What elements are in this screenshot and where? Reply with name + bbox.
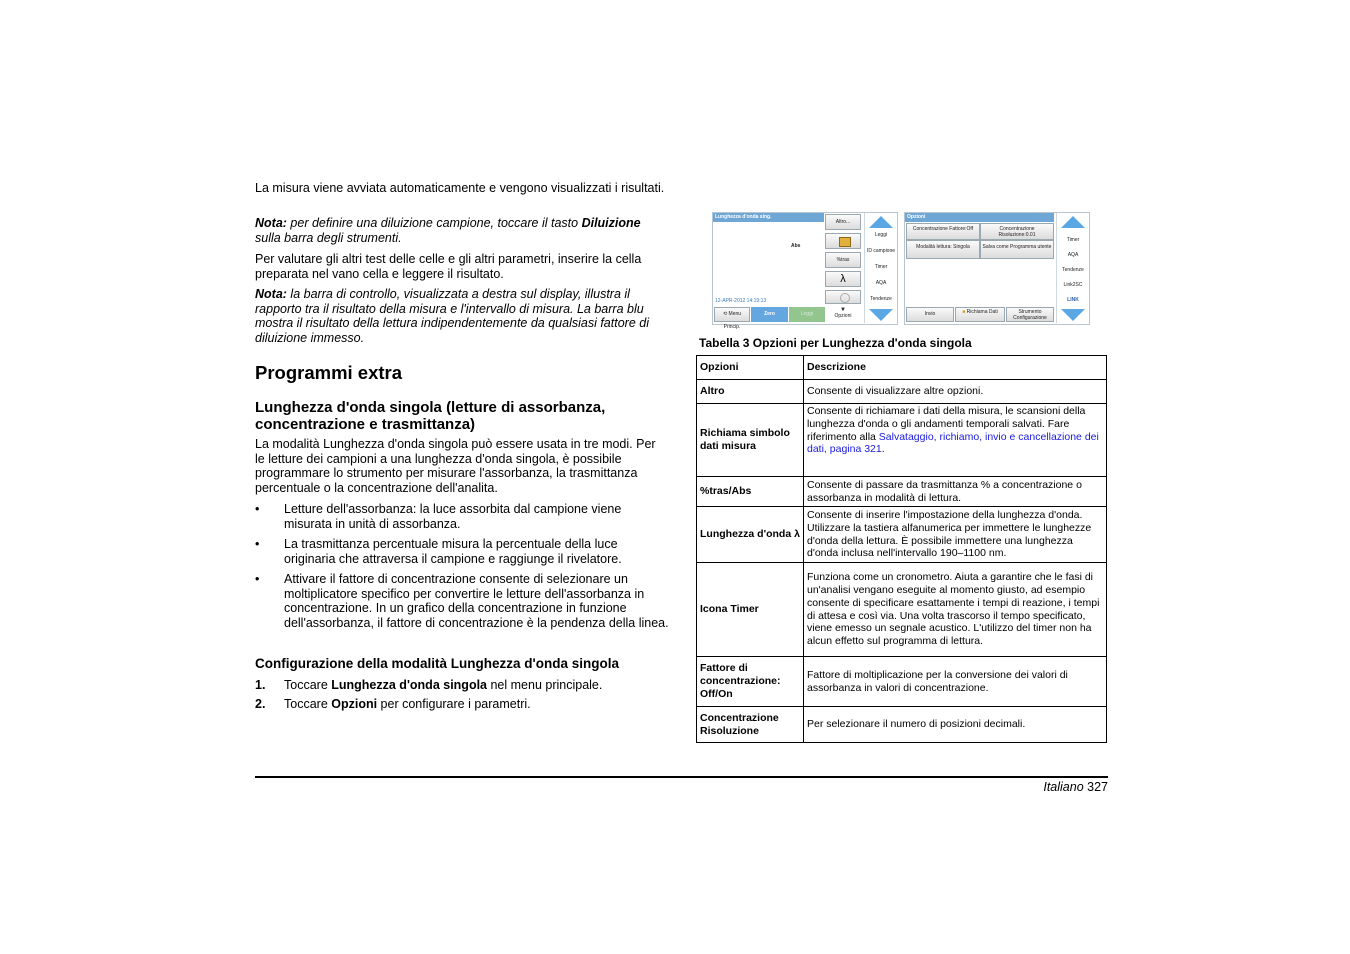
timer-icon bbox=[840, 293, 850, 303]
description-text: . bbox=[881, 443, 885, 456]
step-bold: Lunghezza d'onda singola bbox=[331, 678, 487, 692]
option-cell: Richiama simbolo dati misura bbox=[697, 404, 804, 477]
bullet-text: Letture dell'assorbanza: la luce assorbita dal campione viene misurata in unità di assorbanza. bbox=[284, 502, 622, 531]
note-label: Nota: bbox=[255, 216, 287, 230]
option-cell: Lunghezza d'onda λ bbox=[697, 507, 804, 563]
description-cell: Consente di passare da trasmittanza % a concentrazione o assorbanza in modalità di lettura. bbox=[804, 477, 1107, 507]
description-cell: Consente di inserire l'impostazione della lunghezza d'onda. Utilizzare la tastiera alfanumerica per immettere le lunghezze d'onda della lettura. È possibile immettere una lunghezza d'onda inclusa nell'intervallo 190–1100 nm. bbox=[804, 507, 1107, 563]
note-text: per definire una diluizione campione, toccare il tasto bbox=[286, 216, 582, 230]
scroll-down-icon[interactable] bbox=[869, 309, 893, 321]
recall-data-button[interactable] bbox=[825, 233, 861, 249]
toolbar-read[interactable]: Leggi bbox=[874, 232, 888, 238]
send-button[interactable]: Invio bbox=[906, 307, 954, 322]
timestamp: 12-APR-2012 14:19:13 bbox=[715, 298, 767, 304]
screen-title: Lunghezza d'onda sing. bbox=[713, 213, 824, 222]
main-menu-button[interactable] bbox=[714, 307, 750, 330]
description-text: Consente di richiamare i dati della misura, le scansioni della lunghezza d'onda o gli andamenti temporali salvati. Fare riferimento alla bbox=[807, 405, 1086, 443]
lambda-button[interactable]: λ bbox=[825, 271, 861, 287]
step-text: Toccare bbox=[284, 678, 332, 692]
step-text: Toccare bbox=[284, 697, 332, 711]
description-cell: Consente di visualizzare altre opzioni. bbox=[804, 380, 1107, 404]
step-item bbox=[255, 678, 667, 693]
toolbar-trends[interactable]: Tendenze bbox=[870, 296, 892, 302]
intro-paragraph: La misura viene avviata automaticamente e vengono visualizzati i risultati. bbox=[255, 181, 665, 195]
toolbar-trends[interactable]: Tendenze bbox=[1062, 267, 1084, 273]
table-row bbox=[697, 707, 1107, 743]
screen-options bbox=[904, 212, 1090, 325]
toolbar-aqa[interactable]: AQA bbox=[875, 280, 887, 286]
screen-title: Opzioni bbox=[905, 213, 1054, 222]
footer-rule bbox=[255, 776, 1108, 778]
cross-reference-link[interactable]: Salvataggio, richiamo, invio e cancellazione dei dati, pagina 321 bbox=[807, 430, 1099, 456]
options-table bbox=[696, 355, 1107, 743]
toolbar-timer[interactable]: Timer bbox=[1066, 237, 1080, 243]
table-row bbox=[697, 404, 1107, 477]
option-cell: Concentrazione Risoluzione bbox=[697, 707, 804, 743]
step-bold: Opzioni bbox=[331, 697, 378, 711]
description-cell: Fattore di moltiplicazione per la conversione dei valori di assorbanza in valori di concentrazione. bbox=[804, 657, 1107, 707]
table-header-row bbox=[697, 356, 1107, 380]
read-button[interactable]: Leggi bbox=[789, 307, 825, 322]
recall-data-button[interactable] bbox=[955, 307, 1005, 322]
instrument-setup-button[interactable]: Strumento Configurazione bbox=[1006, 307, 1054, 322]
table-row bbox=[697, 380, 1107, 404]
note-text: sulla barra degli strumenti. bbox=[255, 230, 402, 245]
bullet-icon: • bbox=[255, 502, 260, 516]
note-text: la barra di controllo, visualizzata a destra sul display, illustra il rapporto tra il risultato della misura e l'intervallo di misura. La barra blu mostra il risultato della lettura indipendentemente da qualsiasi fattore di diluizione immesso. bbox=[255, 287, 649, 345]
folder-icon: ■ bbox=[962, 309, 966, 315]
toolbar-link[interactable]: LINK bbox=[1067, 297, 1079, 303]
option-cell: Icona Timer bbox=[697, 563, 804, 657]
conc-factor-button[interactable]: Concentrazione Fattore:Off bbox=[906, 223, 980, 240]
right-toolbar bbox=[1056, 213, 1089, 323]
header-cell: Descrizione bbox=[804, 356, 1107, 380]
options-button[interactable] bbox=[825, 307, 861, 319]
abs-label: Abs bbox=[791, 243, 801, 249]
table-row bbox=[697, 477, 1107, 507]
section-body: La modalità Lunghezza d'onda singola può essere usata in tre modi. Per le letture dei campioni a una lunghezza d'onda singola, è possibile programmare lo strumento per misurare l'assorbanza, la trasmittanza percentuale o la concentrazione dell'analita. bbox=[255, 437, 656, 495]
config-title: Configurazione della modalità Lunghezza d'onda singola bbox=[255, 656, 619, 671]
bullet-item bbox=[255, 502, 667, 532]
note-control-bar bbox=[255, 287, 667, 345]
toolbar-aqa[interactable]: AQA bbox=[1067, 252, 1079, 258]
section-title: Programmi extra bbox=[255, 362, 403, 383]
toolbar-timer[interactable]: Timer bbox=[874, 264, 888, 270]
right-toolbar bbox=[864, 213, 897, 323]
step-item bbox=[255, 697, 667, 712]
scroll-up-icon[interactable] bbox=[1061, 216, 1085, 228]
note-dilution bbox=[255, 216, 667, 245]
subsection-title: Lunghezza d'onda singola (letture di assorbanza, concentrazione e trasmittanza) bbox=[255, 399, 606, 433]
step-text: per configurare i parametri. bbox=[377, 697, 531, 711]
screen-single-wavelength bbox=[712, 212, 898, 330]
bullet-item bbox=[255, 537, 667, 567]
bullet-text: La trasmittanza percentuale misura la percentuale della luce originaria che attraversa il campione e raggiunge il rivelatore. bbox=[284, 537, 622, 566]
note-label: Nota: bbox=[255, 287, 287, 301]
back-icon: ⟲ bbox=[722, 311, 728, 317]
scroll-down-icon[interactable] bbox=[1061, 309, 1085, 321]
table-caption: Tabella 3 Opzioni per Lunghezza d'onda singola bbox=[699, 336, 972, 350]
table-row bbox=[697, 563, 1107, 657]
trans-button[interactable]: %tras bbox=[825, 252, 861, 268]
description-cell: Per selezionare il numero di posizioni decimali. bbox=[804, 707, 1107, 743]
footer-language: Italiano bbox=[1043, 780, 1084, 794]
zero-button[interactable]: Zero bbox=[751, 307, 788, 322]
folder-icon bbox=[839, 237, 851, 247]
step-number: 1. bbox=[255, 678, 266, 692]
description-cell bbox=[804, 404, 1107, 477]
bullet-icon: • bbox=[255, 572, 260, 586]
header-cell: Opzioni bbox=[697, 356, 804, 380]
other-tests-paragraph: Per valutare gli altri test delle celle e gli altri parametri, inserire la cella preparata nel vano cella e leggere il risultato. bbox=[255, 252, 642, 281]
option-cell: Fattore di concentrazione: Off/On bbox=[697, 657, 804, 707]
toolbar-sample-id[interactable]: ID campione bbox=[866, 248, 896, 254]
menu-label: Menu Princip. bbox=[723, 311, 742, 330]
bullet-item bbox=[255, 572, 667, 646]
bullet-text: Attivare il fattore di concentrazione consente di selezionare un moltiplicatore specifico per convertire le letture dell'assorbanza in concentrazione. In un grafico della concentrazione in funzione dell'assorbanza, il fattore di concentrazione è la pendenza della linea. bbox=[284, 572, 669, 630]
step-text: nel menu principale. bbox=[487, 678, 603, 692]
bullet-icon: • bbox=[255, 537, 260, 551]
read-mode-button[interactable]: Modalità lettura: Singola bbox=[906, 240, 980, 259]
timer-button[interactable] bbox=[825, 290, 861, 304]
recall-label: Richiama Dati bbox=[966, 309, 998, 315]
altro-button[interactable]: Altro... bbox=[825, 214, 861, 230]
scroll-up-icon[interactable] bbox=[869, 216, 893, 228]
page-footer bbox=[1000, 780, 1108, 794]
note-bold-term: Diluizione bbox=[581, 216, 641, 230]
chevron-down-icon: ▼ bbox=[840, 307, 846, 313]
page-number: 327 bbox=[1087, 780, 1108, 794]
toolbar-link2sc[interactable]: Link2SC bbox=[1063, 282, 1083, 288]
save-user-program-button[interactable]: Salva come Programma utente bbox=[980, 240, 1054, 259]
options-label: Opzioni bbox=[834, 313, 852, 319]
table-row bbox=[697, 507, 1107, 563]
conc-resolution-button[interactable]: Concentrazione Risoluzione:0.01 bbox=[980, 223, 1054, 240]
step-number: 2. bbox=[255, 697, 266, 711]
description-cell: Funziona come un cronometro. Aiuta a garantire che le fasi di un'analisi vengano eseguite al momento giusto, ad esempio consente di specificare esattamente i tempi di reazione, i tempi di attesa e così via. Una volta trascorso il tempo specificato, viene emesso un segnale acustico. L'utilizzo del timer non ha alcun effetto sul programma di lettura. bbox=[804, 563, 1107, 657]
table-row bbox=[697, 657, 1107, 707]
option-cell: Altro bbox=[697, 380, 804, 404]
option-cell: %tras/Abs bbox=[697, 477, 804, 507]
